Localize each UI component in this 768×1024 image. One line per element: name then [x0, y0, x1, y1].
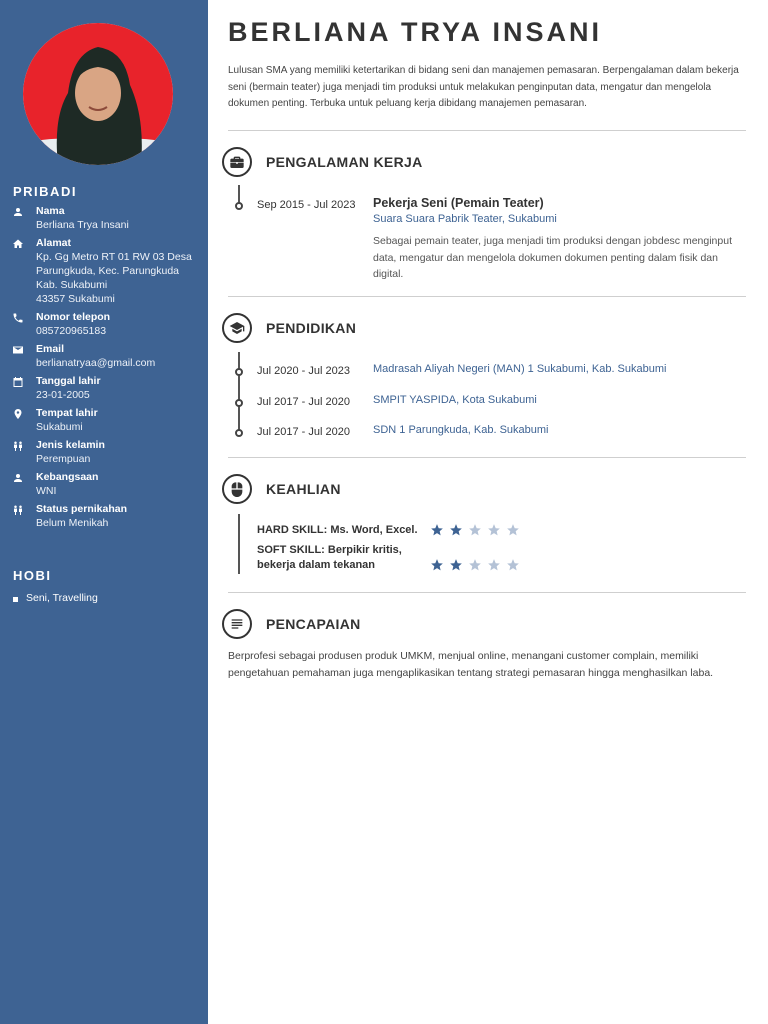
- education-date: Jul 2017 - Jul 2020: [257, 396, 350, 408]
- timeline-dot: [235, 368, 243, 376]
- personal-info-item: [10, 375, 202, 402]
- star-filled-icon: [430, 523, 444, 537]
- star-filled-icon: [430, 558, 444, 572]
- personal-info-list: [10, 205, 202, 535]
- location-pin-icon: [10, 408, 26, 422]
- experience-org: Suara Suara Pabrik Teater, Sukabumi: [373, 213, 557, 225]
- experience-desc: Sebagai pemain teater, juga menjadi tim produksi dengan jobdesc menginput data, mengatur dan mengelola dokumen dokumen penting dalam fisik dan digital.: [373, 235, 732, 280]
- personal-info-label: Alamat: [36, 237, 72, 249]
- personal-info-value: WNI: [36, 485, 57, 497]
- personal-info-item: [10, 343, 202, 370]
- timeline-line: [238, 352, 240, 435]
- achievements-text: Berprofesi sebagai produsen produk UMKM, menjual online, menangani customer complain, memiliki pengetahuan pemahaman juga mengaplikasikan tentang strategi pemasaran hingga menghasilkan laba.: [228, 650, 714, 679]
- profile-summary: Lulusan SMA yang memiliki ketertarikan di bidang seni dan manajemen pemasaran. Berpengalaman dalam bekerja seni (bermain teater) juga menjadi tim produksi untuk melakukan penginputan data, mengatur dan mengelola dokumen penting. Terbuka untuk peluang kerja dibidang manajemen pemasaran.: [228, 65, 739, 109]
- person-icon: [10, 206, 26, 220]
- personal-info-value: Belum Menikah: [36, 517, 109, 529]
- personal-info-text: [36, 503, 202, 530]
- star-empty-icon: [506, 558, 520, 572]
- education-date: Jul 2020 - Jul 2023: [257, 365, 350, 377]
- personal-info-value: Kp. Gg Metro RT 01 RW 03 Desa Parungkuda, Kec. Parungkuda Kab. Sukabumi 43357 Sukabumi: [36, 251, 192, 305]
- briefcase-icon: [222, 147, 252, 177]
- skill-rating: [430, 558, 525, 572]
- personal-info-value: Sukabumi: [36, 421, 83, 433]
- personal-info-item: [10, 205, 202, 232]
- star-filled-icon: [449, 523, 463, 537]
- personal-info-value: 23-01-2005: [36, 389, 90, 401]
- personal-info-item: [10, 439, 202, 466]
- timeline-dot: [235, 202, 243, 210]
- star-empty-icon: [487, 558, 501, 572]
- sidebar: [0, 0, 208, 1024]
- profile-photo: [23, 23, 173, 165]
- personal-info-label: Email: [36, 343, 65, 355]
- education-school: SMPIT YASPIDA, Kota Sukabumi: [373, 394, 537, 406]
- star-empty-icon: [506, 523, 520, 537]
- timeline-line: [238, 514, 240, 574]
- personal-info-text: [36, 205, 202, 232]
- education-header: [222, 313, 356, 343]
- people-icon: [10, 440, 26, 454]
- skill-label: HARD SKILL: Ms. Word, Excel.: [257, 524, 418, 536]
- page-title: BERLIANA TRYA INSANI: [228, 17, 603, 47]
- personal-heading: PRIBADI: [13, 184, 77, 199]
- experience-title: PENGALAMAN KERJA: [266, 154, 423, 170]
- mail-icon: [10, 344, 26, 358]
- timeline-dot: [235, 429, 243, 437]
- personal-info-item: [10, 471, 202, 498]
- calendar-icon: [10, 376, 26, 390]
- personal-info-item: [10, 237, 202, 306]
- section-divider: [228, 130, 746, 131]
- personal-info-text: [36, 343, 202, 370]
- education-date: Jul 2017 - Jul 2020: [257, 426, 350, 438]
- personal-info-text: [36, 471, 202, 498]
- personal-info-label: Status pernikahan: [36, 503, 128, 515]
- personal-info-item: [10, 407, 202, 434]
- star-empty-icon: [468, 523, 482, 537]
- star-filled-icon: [449, 558, 463, 572]
- home-icon: [10, 238, 26, 252]
- profile-photo-image: [23, 23, 173, 165]
- personal-info-value: berlianatryaa@gmail.com: [36, 357, 156, 369]
- person-icon: [10, 472, 26, 486]
- personal-info-label: Nama: [36, 205, 65, 217]
- hobby-text: Seni, Travelling: [26, 592, 98, 604]
- mouse-icon: [222, 474, 252, 504]
- personal-info-text: [36, 375, 202, 402]
- phone-icon: [10, 312, 26, 326]
- personal-info-value: Perempuan: [36, 453, 91, 465]
- section-divider: [228, 592, 746, 593]
- education-school: SDN 1 Parungkuda, Kab. Sukabumi: [373, 424, 549, 436]
- personal-info-label: Nomor telepon: [36, 311, 111, 323]
- graduation-cap-icon: [222, 313, 252, 343]
- personal-info-label: Tanggal lahir: [36, 375, 101, 387]
- personal-info-text: [36, 311, 202, 338]
- section-divider: [228, 457, 746, 458]
- experience-header: [222, 147, 422, 177]
- experience-date: Sep 2015 - Jul 2023: [257, 199, 356, 211]
- achievements-header: [222, 609, 361, 639]
- personal-info-text: [36, 237, 202, 306]
- skill-rating: [430, 523, 525, 537]
- star-empty-icon: [487, 523, 501, 537]
- skills-header: [222, 474, 341, 504]
- personal-info-text: [36, 407, 202, 434]
- skill-label: SOFT SKILL: Berpikir kritis, bekerja dalam tekanan: [257, 544, 402, 571]
- education-title: PENDIDIKAN: [266, 320, 357, 336]
- skills-title: KEAHLIAN: [266, 481, 341, 497]
- hobby-heading: HOBI: [13, 568, 52, 583]
- bullet-icon: [13, 597, 18, 602]
- section-divider: [228, 296, 746, 297]
- personal-info-label: Jenis kelamin: [36, 439, 105, 451]
- personal-info-label: Kebangsaan: [36, 471, 99, 483]
- personal-info-item: [10, 311, 202, 338]
- personal-info-text: [36, 439, 202, 466]
- achievements-title: PENCAPAIAN: [266, 616, 361, 632]
- experience-role: Pekerja Seni (Pemain Teater): [373, 196, 544, 210]
- education-school: Madrasah Aliyah Negeri (MAN) 1 Sukabumi, Kab. Sukabumi: [373, 363, 667, 375]
- personal-info-value: 085720965183: [36, 325, 107, 337]
- personal-info-label: Tempat lahir: [36, 407, 98, 419]
- personal-info-value: Berliana Trya Insani: [36, 219, 129, 231]
- timeline-dot: [235, 399, 243, 407]
- star-empty-icon: [468, 558, 482, 572]
- personal-info-item: [10, 503, 202, 530]
- document-lines-icon: [222, 609, 252, 639]
- people-icon: [10, 504, 26, 518]
- hobby-item: [13, 592, 98, 604]
